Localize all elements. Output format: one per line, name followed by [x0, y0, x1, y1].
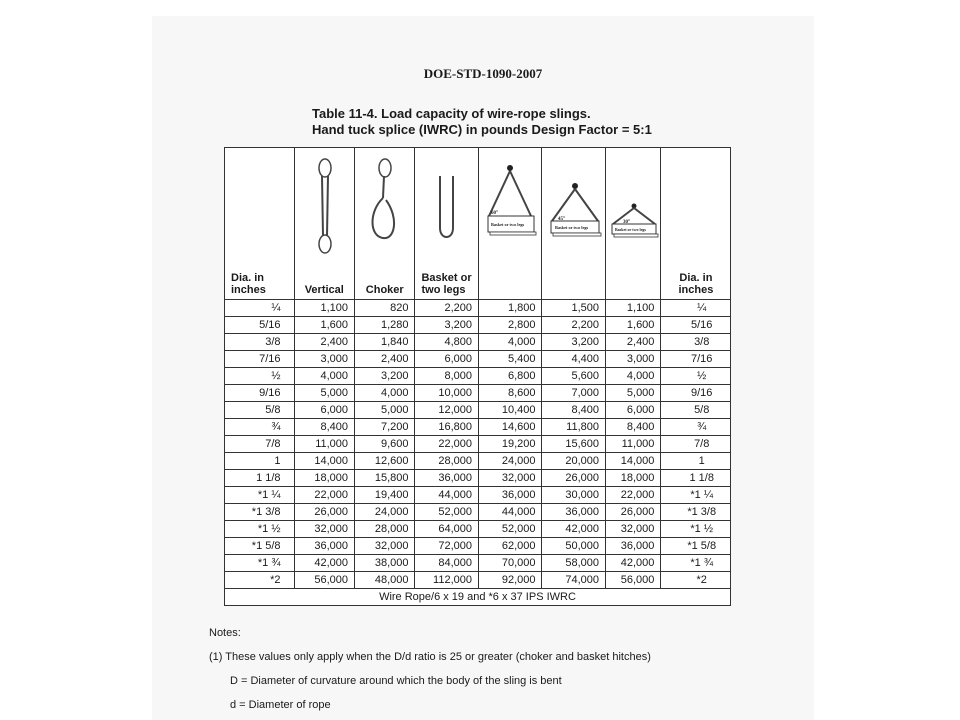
cell-basket: 22,000	[415, 436, 479, 453]
cell-30-degree: 22,000	[605, 487, 660, 504]
cell-basket: 6,000	[415, 351, 479, 368]
cell-vertical: 2,400	[294, 334, 354, 351]
cell-vertical: 5,000	[294, 385, 354, 402]
cell-choker: 4,000	[355, 385, 415, 402]
cell-vertical: 11,000	[294, 436, 354, 453]
cell-dia-right: *1 ¼	[661, 487, 731, 504]
cell-30-degree: 6,000	[605, 402, 660, 419]
cell-vertical: 4,000	[294, 368, 354, 385]
header-basket	[415, 148, 479, 300]
footer-cell: Wire Rope/6 x 19 and *6 x 37 IPS IWRC	[225, 589, 731, 606]
header-angle-45	[542, 148, 606, 300]
table-title-line-1: Table 11-4. Load capacity of wire-rope slings.	[312, 106, 591, 121]
angle-30-label: 30°	[622, 220, 630, 225]
cell-45-degree: 8,400	[542, 402, 606, 419]
cell-vertical: 42,000	[294, 555, 354, 572]
cell-dia: 3/8	[225, 334, 295, 351]
table-row	[225, 521, 731, 538]
cell-basket: 52,000	[415, 504, 479, 521]
cell-choker: 28,000	[355, 521, 415, 538]
cell-dia-right: 5/8	[661, 402, 731, 419]
cell-60-degree: 32,000	[478, 470, 542, 487]
cell-45-degree: 5,600	[542, 368, 606, 385]
table-row	[225, 470, 731, 487]
cell-vertical: 14,000	[294, 453, 354, 470]
header-vertical-label: Vertical	[304, 284, 344, 296]
cell-dia: ¼	[225, 300, 295, 317]
document-page	[152, 16, 814, 720]
cell-60-degree: 36,000	[478, 487, 542, 504]
basket-sling-icon	[415, 156, 478, 256]
footer-row	[225, 589, 731, 606]
cell-60-degree: 1,800	[478, 300, 542, 317]
cell-60-degree: 4,000	[478, 334, 542, 351]
table-body	[225, 300, 731, 589]
cell-vertical: 6,000	[294, 402, 354, 419]
cell-basket: 3,200	[415, 317, 479, 334]
cell-60-degree: 6,800	[478, 368, 542, 385]
cell-basket: 2,200	[415, 300, 479, 317]
header-dia-right: Dia. in inches	[661, 148, 731, 300]
cell-dia: *2	[225, 572, 295, 589]
cell-dia: ¾	[225, 419, 295, 436]
table-row	[225, 368, 731, 385]
cell-45-degree: 1,500	[542, 300, 606, 317]
cell-45-degree: 74,000	[542, 572, 606, 589]
cell-basket: 4,800	[415, 334, 479, 351]
cell-vertical: 56,000	[294, 572, 354, 589]
angle-45-caption: Basket or two legs	[555, 225, 589, 230]
cell-vertical: 1,100	[294, 300, 354, 317]
cell-dia: ½	[225, 368, 295, 385]
table-row	[225, 351, 731, 368]
header-basket-label: Basket or two legs	[421, 272, 472, 296]
cell-basket: 12,000	[415, 402, 479, 419]
cell-dia-right: *1 ½	[661, 521, 731, 538]
cell-vertical: 3,000	[294, 351, 354, 368]
cell-30-degree: 4,000	[605, 368, 660, 385]
cell-30-degree: 11,000	[605, 436, 660, 453]
cell-basket: 44,000	[415, 487, 479, 504]
cell-dia-right: ¾	[661, 419, 731, 436]
cell-dia-right: 3/8	[661, 334, 731, 351]
cell-dia: 5/8	[225, 402, 295, 419]
cell-basket: 36,000	[415, 470, 479, 487]
cell-45-degree: 42,000	[542, 521, 606, 538]
cell-choker: 9,600	[355, 436, 415, 453]
cell-45-degree: 2,200	[542, 317, 606, 334]
cell-30-degree: 14,000	[605, 453, 660, 470]
header-choker-label: Choker	[365, 284, 404, 296]
cell-dia: *1 ¼	[225, 487, 295, 504]
cell-60-degree: 14,600	[478, 419, 542, 436]
header-choker	[355, 148, 415, 300]
cell-vertical: 26,000	[294, 504, 354, 521]
cell-dia-right: *1 5/8	[661, 538, 731, 555]
cell-dia: 9/16	[225, 385, 295, 402]
cell-45-degree: 36,000	[542, 504, 606, 521]
note-1: (1) These values only apply when the D/d ratio is 25 or greater (choker and basket hitches)	[209, 651, 651, 663]
cell-30-degree: 42,000	[605, 555, 660, 572]
header-row	[225, 148, 731, 300]
cell-dia: *1 ¾	[225, 555, 295, 572]
cell-dia: 7/8	[225, 436, 295, 453]
cell-dia: 5/16	[225, 317, 295, 334]
header-dia-left: Dia. in inches	[225, 148, 295, 300]
left-margin	[0, 0, 150, 720]
angle-30-caption: Basket or two legs	[614, 227, 646, 232]
cell-dia-right: ½	[661, 368, 731, 385]
cell-30-degree: 5,000	[605, 385, 660, 402]
cell-60-degree: 10,400	[478, 402, 542, 419]
table-row	[225, 317, 731, 334]
cell-60-degree: 92,000	[478, 572, 542, 589]
cell-30-degree: 3,000	[605, 351, 660, 368]
cell-choker: 48,000	[355, 572, 415, 589]
cell-45-degree: 26,000	[542, 470, 606, 487]
cell-45-degree: 11,800	[542, 419, 606, 436]
cell-basket: 72,000	[415, 538, 479, 555]
cell-60-degree: 52,000	[478, 521, 542, 538]
cell-choker: 1,840	[355, 334, 415, 351]
note-definition-D: D = Diameter of curvature around which the body of the sling is bent	[230, 675, 562, 687]
cell-dia-right: 7/8	[661, 436, 731, 453]
cell-choker: 24,000	[355, 504, 415, 521]
angle-45-label: 45°	[558, 217, 566, 222]
angle-60-caption: Basket or two legs	[490, 222, 525, 227]
choker-sling-icon	[355, 156, 415, 256]
cell-dia-right: 1	[661, 453, 731, 470]
cell-dia: 7/16	[225, 351, 295, 368]
cell-basket: 16,800	[415, 419, 479, 436]
cell-choker: 1,280	[355, 317, 415, 334]
cell-vertical: 22,000	[294, 487, 354, 504]
cell-basket: 28,000	[415, 453, 479, 470]
cell-45-degree: 30,000	[542, 487, 606, 504]
cell-choker: 15,800	[355, 470, 415, 487]
notes-heading: Notes:	[209, 627, 241, 639]
cell-basket: 8,000	[415, 368, 479, 385]
cell-45-degree: 50,000	[542, 538, 606, 555]
cell-choker: 7,200	[355, 419, 415, 436]
header-angle-60	[478, 148, 542, 300]
angle-60-label: 60°	[490, 211, 498, 216]
table-title	[312, 106, 652, 138]
table-row	[225, 402, 731, 419]
load-capacity-table	[224, 147, 731, 606]
table-row	[225, 504, 731, 521]
table-row	[225, 436, 731, 453]
cell-dia-right: ¼	[661, 300, 731, 317]
cell-60-degree: 5,400	[478, 351, 542, 368]
sling-30-degree-icon	[606, 156, 661, 256]
note-definition-d: d = Diameter of rope	[230, 699, 331, 711]
table-row	[225, 419, 731, 436]
cell-basket: 112,000	[415, 572, 479, 589]
cell-45-degree: 4,400	[542, 351, 606, 368]
cell-dia: 1	[225, 453, 295, 470]
cell-60-degree: 8,600	[478, 385, 542, 402]
table-row	[225, 572, 731, 589]
cell-choker: 19,400	[355, 487, 415, 504]
cell-choker: 5,000	[355, 402, 415, 419]
document-id: DOE-STD-1090-2007	[423, 66, 543, 81]
table-row	[225, 487, 731, 504]
cell-30-degree: 1,600	[605, 317, 660, 334]
cell-dia: *1 ½	[225, 521, 295, 538]
cell-choker: 3,200	[355, 368, 415, 385]
cell-30-degree: 18,000	[605, 470, 660, 487]
cell-30-degree: 36,000	[605, 538, 660, 555]
cell-45-degree: 7,000	[542, 385, 606, 402]
vertical-sling-icon	[295, 156, 355, 256]
cell-45-degree: 15,600	[542, 436, 606, 453]
cell-45-degree: 20,000	[542, 453, 606, 470]
cell-vertical: 1,600	[294, 317, 354, 334]
cell-dia-right: 1 1/8	[661, 470, 731, 487]
cell-45-degree: 3,200	[542, 334, 606, 351]
cell-choker: 32,000	[355, 538, 415, 555]
cell-dia: *1 5/8	[225, 538, 295, 555]
cell-30-degree: 2,400	[605, 334, 660, 351]
table-title-line-2: Hand tuck splice (IWRC) in pounds Design Factor = 5:1	[312, 122, 652, 137]
cell-30-degree: 8,400	[605, 419, 660, 436]
cell-choker: 820	[355, 300, 415, 317]
sling-45-degree-icon	[542, 156, 605, 256]
cell-dia-right: *2	[661, 572, 731, 589]
cell-30-degree: 1,100	[605, 300, 660, 317]
cell-60-degree: 24,000	[478, 453, 542, 470]
cell-vertical: 36,000	[294, 538, 354, 555]
cell-choker: 2,400	[355, 351, 415, 368]
cell-vertical: 32,000	[294, 521, 354, 538]
cell-dia: *1 3/8	[225, 504, 295, 521]
table-row	[225, 334, 731, 351]
cell-dia-right: 5/16	[661, 317, 731, 334]
cell-60-degree: 44,000	[478, 504, 542, 521]
header-angle-30	[605, 148, 660, 300]
table-row	[225, 300, 731, 317]
cell-dia: 1 1/8	[225, 470, 295, 487]
sling-60-degree-icon	[479, 156, 542, 256]
cell-choker: 38,000	[355, 555, 415, 572]
cell-30-degree: 26,000	[605, 504, 660, 521]
table-row	[225, 555, 731, 572]
cell-45-degree: 58,000	[542, 555, 606, 572]
cell-60-degree: 19,200	[478, 436, 542, 453]
cell-30-degree: 32,000	[605, 521, 660, 538]
cell-vertical: 18,000	[294, 470, 354, 487]
cell-dia-right: *1 ¾	[661, 555, 731, 572]
cell-choker: 12,600	[355, 453, 415, 470]
cell-dia-right: 9/16	[661, 385, 731, 402]
header-vertical	[294, 148, 354, 300]
cell-60-degree: 2,800	[478, 317, 542, 334]
table-row	[225, 385, 731, 402]
cell-60-degree: 62,000	[478, 538, 542, 555]
cell-60-degree: 70,000	[478, 555, 542, 572]
cell-dia-right: *1 3/8	[661, 504, 731, 521]
cell-dia-right: 7/16	[661, 351, 731, 368]
table-row	[225, 538, 731, 555]
cell-basket: 10,000	[415, 385, 479, 402]
table-row	[225, 453, 731, 470]
cell-30-degree: 56,000	[605, 572, 660, 589]
cell-basket: 84,000	[415, 555, 479, 572]
cell-basket: 64,000	[415, 521, 479, 538]
cell-vertical: 8,400	[294, 419, 354, 436]
